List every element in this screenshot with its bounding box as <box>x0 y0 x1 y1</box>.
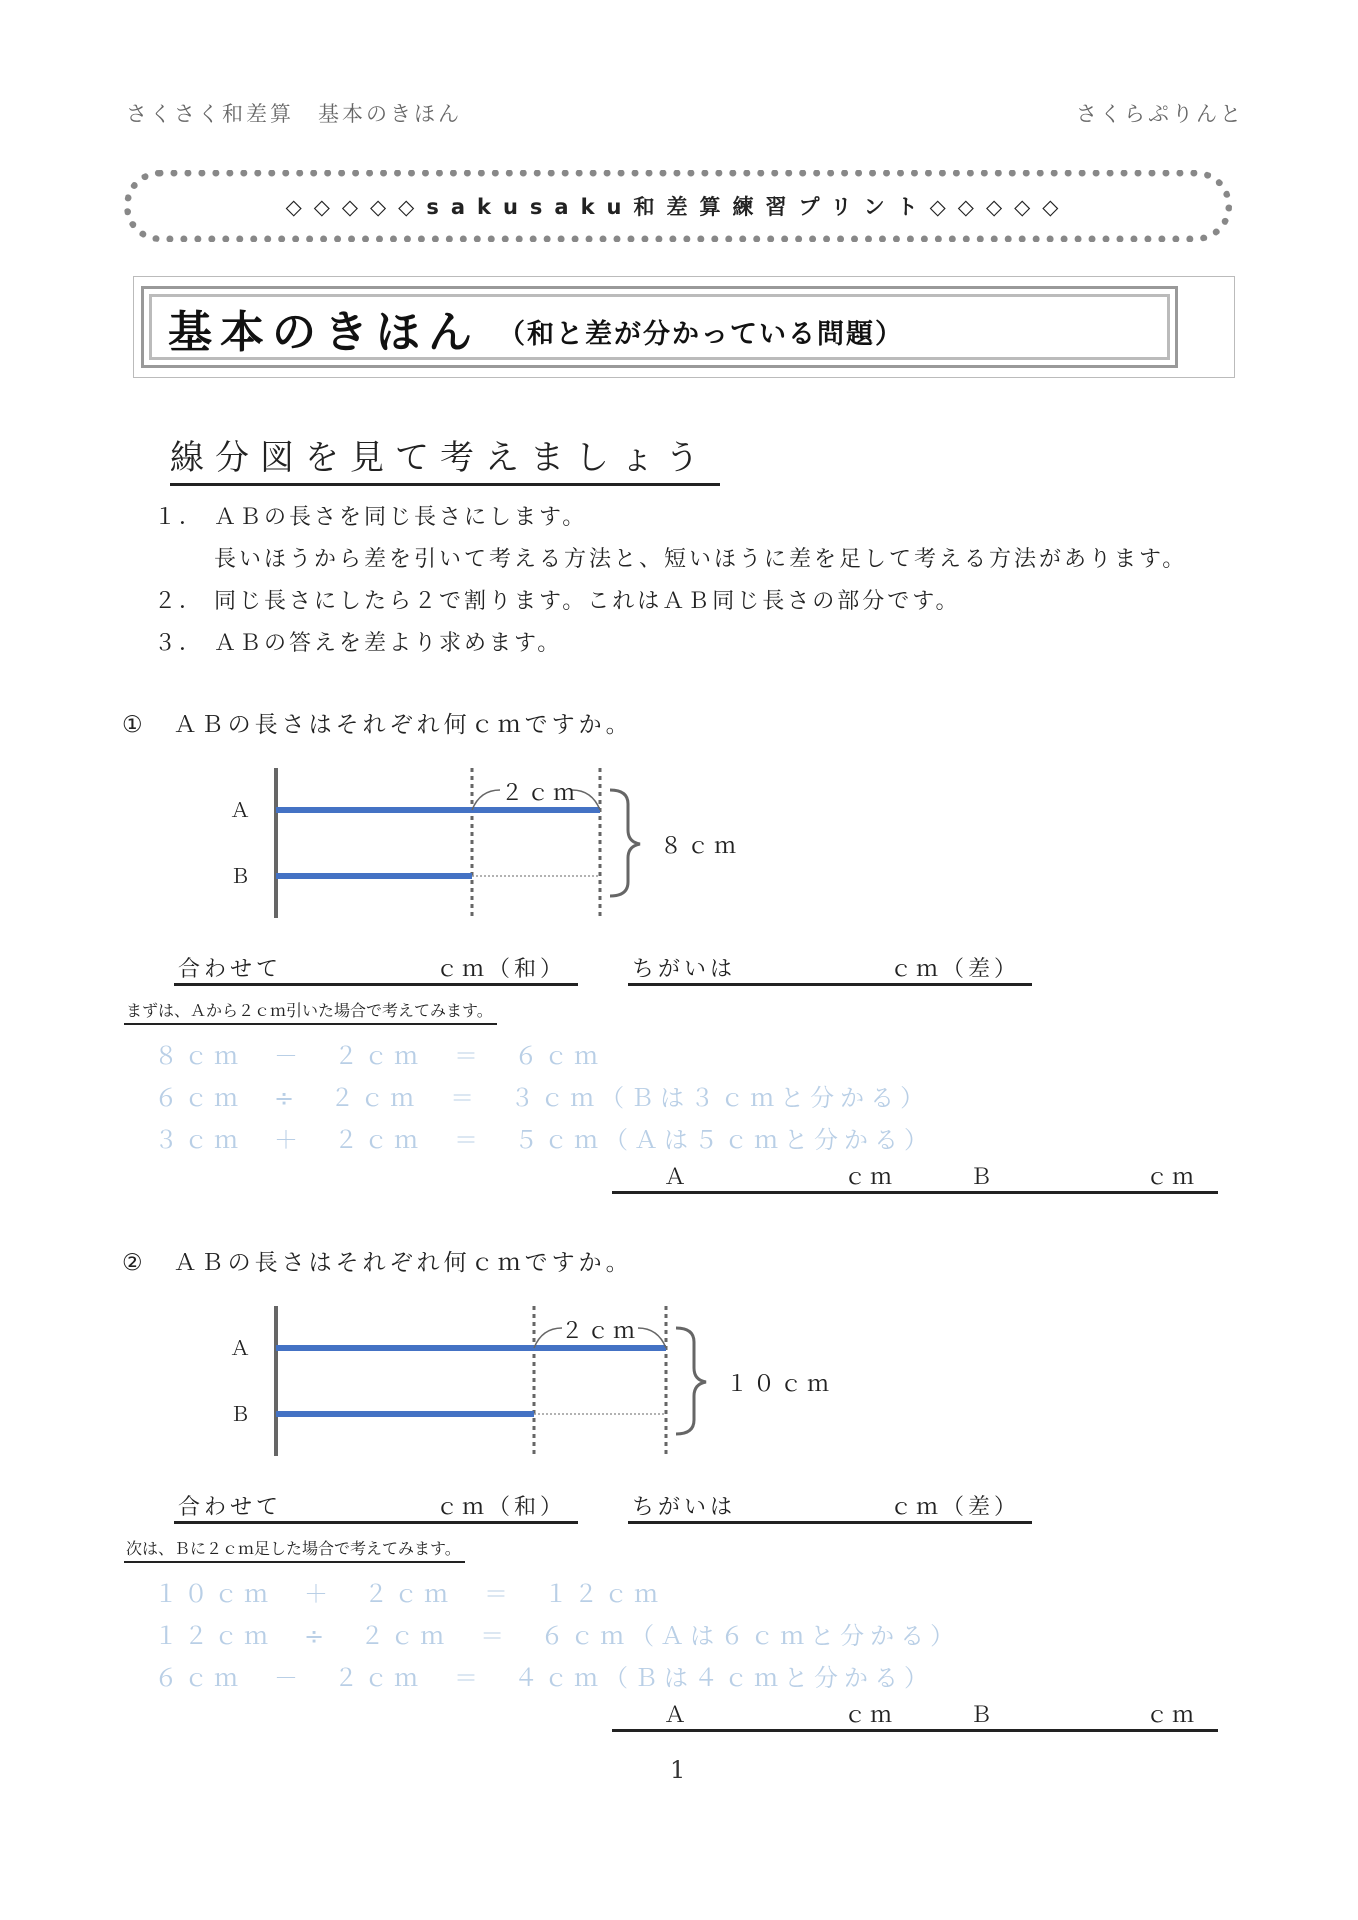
instruction-text-3: ＡＢの答えを差より求めます。 <box>214 631 563 656</box>
total-brace <box>610 790 640 896</box>
problem-1-work-1: ８ｃｍ － ２ｃｍ ＝ ６ｃｍ <box>154 1042 604 1070</box>
problem-1-diagram <box>200 760 760 920</box>
instruction-num-1: １． <box>154 505 205 530</box>
total-label: １０ｃｍ <box>726 1372 835 1397</box>
page-title: 基本のきほん <box>168 307 480 358</box>
page-subtitle: （和と差が分かっている問題） <box>498 319 904 350</box>
problem-1-work-2: ６ｃｍ ÷ ２ｃｍ ＝ ３ｃｍ（Ｂは３ｃｍと分かる） <box>154 1084 931 1112</box>
problem-2-note: 次は、Ｂに２ｃｍ足した場合で考えてみます。 <box>124 1536 465 1563</box>
problem-1-sum-line[interactable] <box>174 952 578 986</box>
label-a: Ａ <box>230 1336 250 1360</box>
problem-1-note: まずは、Ａから２ｃｍ引いた場合で考えてみます。 <box>124 998 497 1025</box>
header-right-brand: さくらぷりんと <box>1076 102 1244 126</box>
diff-left-label: ちがいは <box>632 957 737 982</box>
sum-right-label: ｃｍ（和） <box>435 1495 566 1520</box>
answer-b-unit: ｃｍ <box>1146 1165 1199 1190</box>
instruction-num-2: ２． <box>154 589 205 614</box>
problem-1-title: ① ＡＢの長さはそれぞれ何ｃｍですか。 <box>122 712 633 738</box>
label-a: Ａ <box>230 798 250 822</box>
problem-2-diagram <box>200 1298 840 1458</box>
problem-2-work-2: １２ｃｍ ÷ ２ｃｍ ＝ ６ｃｍ（Ａは６ｃｍと分かる） <box>154 1622 961 1650</box>
banner <box>124 170 1232 242</box>
answer-a-label: Ａ <box>664 1165 691 1190</box>
sum-left-label: 合わせて <box>178 1495 283 1520</box>
problem-1-work-3: ３ｃｍ ＋ ２ｃｍ ＝ ５ｃｍ（Ａは５ｃｍと分かる） <box>154 1126 934 1154</box>
problem-2-work-1: １０ｃｍ ＋ ２ｃｍ ＝ １２ｃｍ <box>154 1580 664 1608</box>
diff-right-label: ｃｍ（差） <box>889 1495 1020 1520</box>
diff-right-label: ｃｍ（差） <box>889 957 1020 982</box>
banner-text: ◇◇◇◇◇sakusaku和差算練習プリント◇◇◇◇◇ <box>285 195 1071 219</box>
page-number: 1 <box>670 1756 686 1784</box>
section-heading: 線分図を見て考えましょう <box>170 430 720 486</box>
answer-b-label: Ｂ <box>970 1165 997 1190</box>
answer-a-label: Ａ <box>664 1703 691 1728</box>
instruction-text-2: 同じ長さにしたら２で割ります。これはＡＢ同じ長さの部分です。 <box>214 589 961 614</box>
instruction-text-1: ＡＢの長さを同じ長さにします。 <box>214 505 588 530</box>
problem-2-work-3: ６ｃｍ － ２ｃｍ ＝ ４ｃｍ（Ｂは４ｃｍと分かる） <box>154 1664 934 1692</box>
problem-1-answer-line[interactable] <box>612 1160 1218 1194</box>
instruction-text-1b: 長いほうから差を引いて考える方法と、短いほうに差を足して考える方法があります。 <box>214 547 1188 572</box>
header-left-title: さくさく和差算 基本のきほん <box>126 102 462 126</box>
problem-2-title: ② ＡＢの長さはそれぞれ何ｃｍですか。 <box>122 1250 633 1276</box>
label-b: Ｂ <box>230 864 250 888</box>
instruction-num-3: ３． <box>154 631 205 656</box>
problem-2-answer-line[interactable] <box>612 1698 1218 1732</box>
answer-b-label: Ｂ <box>970 1703 997 1728</box>
diff-label: ２ｃｍ <box>501 781 580 806</box>
total-brace <box>676 1328 706 1434</box>
sum-right-label: ｃｍ（和） <box>435 957 566 982</box>
problem-2-sum-line[interactable] <box>174 1490 578 1524</box>
sum-left-label: 合わせて <box>178 957 283 982</box>
answer-a-unit: ｃｍ <box>844 1165 897 1190</box>
label-b: Ｂ <box>230 1402 250 1426</box>
problem-2-diff-line[interactable] <box>628 1490 1032 1524</box>
problem-1-diff-line[interactable] <box>628 952 1032 986</box>
total-label: ８ｃｍ <box>660 834 742 859</box>
diff-left-label: ちがいは <box>632 1495 737 1520</box>
diff-label: ２ｃｍ <box>561 1319 640 1344</box>
answer-a-unit: ｃｍ <box>844 1703 897 1728</box>
answer-b-unit: ｃｍ <box>1146 1703 1199 1728</box>
